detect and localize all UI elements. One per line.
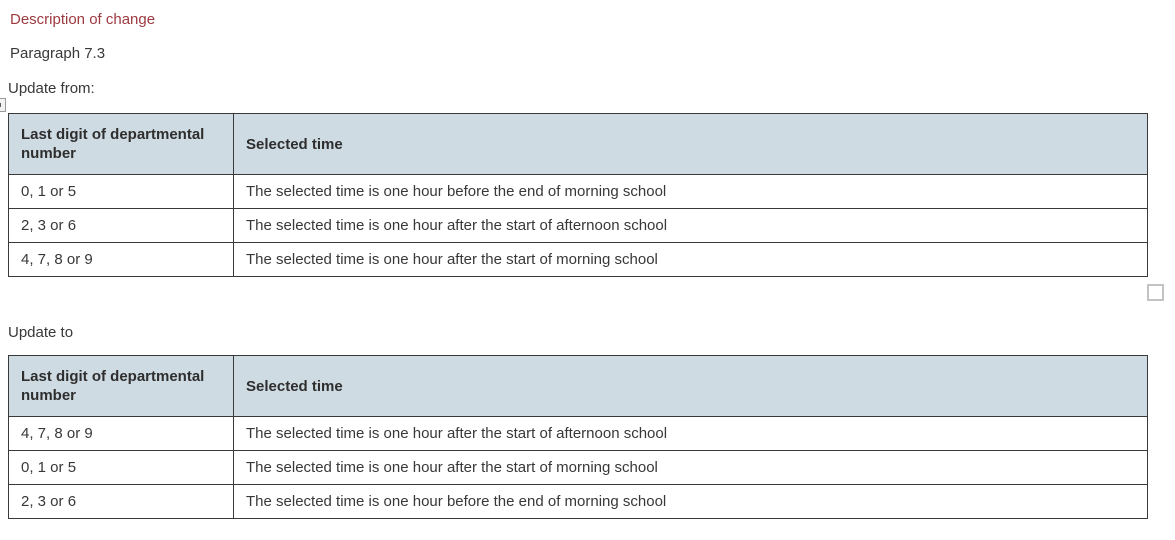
- cell-digit: 2, 3 or 6: [9, 209, 234, 243]
- update-from-label: Update from:: [8, 80, 95, 97]
- cell-digit: 4, 7, 8 or 9: [9, 243, 234, 277]
- column-header-selected-time: Selected time: [234, 356, 1148, 417]
- column-header-last-digit: Last digit of departmental number: [9, 114, 234, 175]
- cell-selected-time: The selected time is one hour after the start of morning school: [234, 243, 1148, 277]
- empty-checkbox[interactable]: [1147, 284, 1164, 301]
- cell-selected-time: The selected time is one hour before the end of morning school: [234, 485, 1148, 519]
- paragraph-reference: Paragraph 7.3: [10, 45, 106, 62]
- table-anchor-handle: [0, 98, 6, 112]
- table-row: [9, 451, 1148, 485]
- cell-digit: 0, 1 or 5: [9, 175, 234, 209]
- table-row: [9, 175, 1148, 209]
- column-header-last-digit: Last digit of departmental number: [9, 356, 234, 417]
- update-from-table: [8, 113, 1148, 277]
- update-to-label: Update to: [8, 324, 74, 341]
- table-header-row: [9, 356, 1148, 417]
- column-header-selected-time: Selected time: [234, 114, 1148, 175]
- cell-selected-time: The selected time is one hour after the start of afternoon school: [234, 417, 1148, 451]
- update-to-table: [8, 355, 1148, 519]
- table-row: [9, 417, 1148, 451]
- cell-digit: 0, 1 or 5: [9, 451, 234, 485]
- table-row: [9, 209, 1148, 243]
- cell-selected-time: The selected time is one hour after the start of morning school: [234, 451, 1148, 485]
- table-header-row: [9, 114, 1148, 175]
- cell-selected-time: The selected time is one hour before the end of morning school: [234, 175, 1148, 209]
- cell-selected-time: The selected time is one hour after the start of afternoon school: [234, 209, 1148, 243]
- table-row: [9, 485, 1148, 519]
- section-heading: Description of change: [10, 11, 156, 28]
- cell-digit: 4, 7, 8 or 9: [9, 417, 234, 451]
- cell-digit: 2, 3 or 6: [9, 485, 234, 519]
- table-row: [9, 243, 1148, 277]
